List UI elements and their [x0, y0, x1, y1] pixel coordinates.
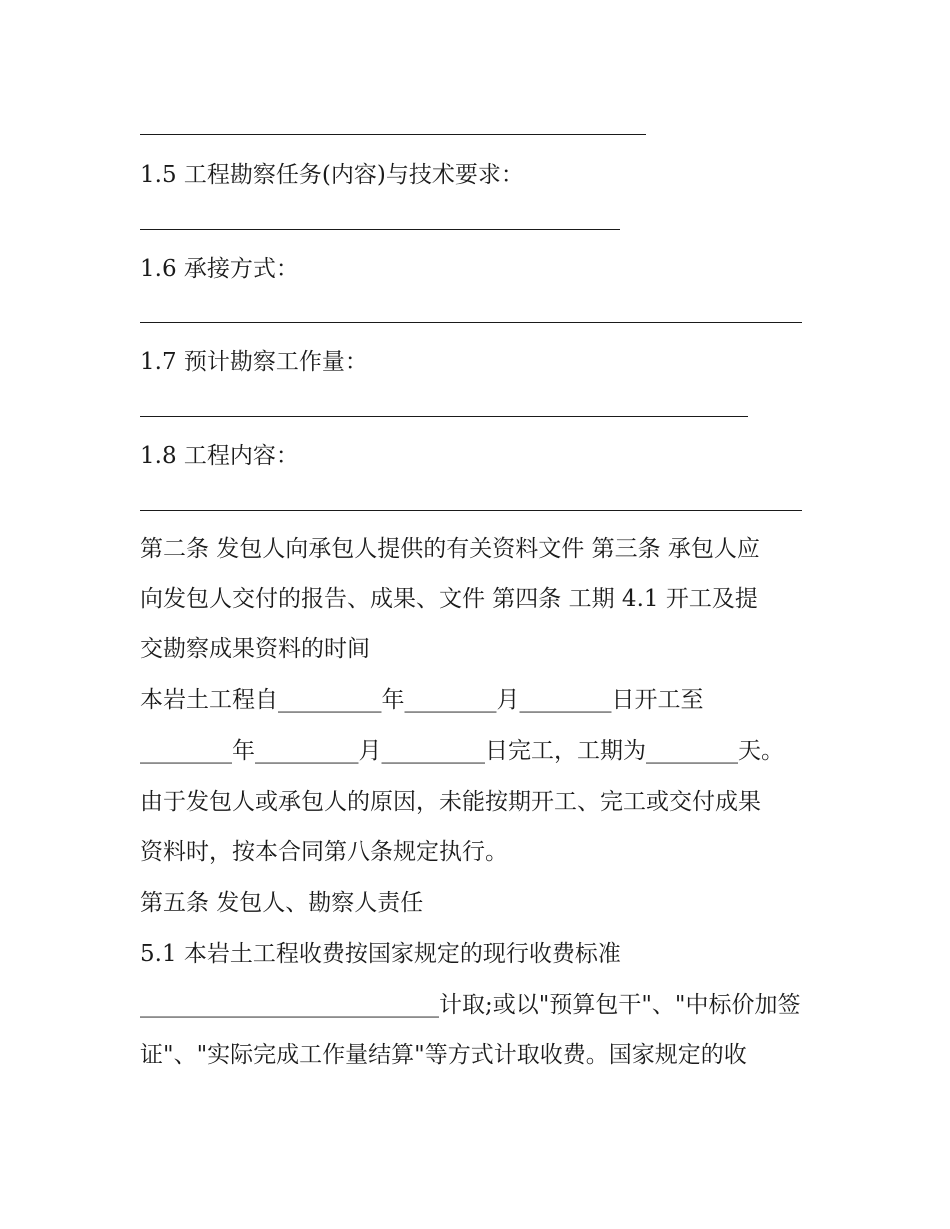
article-2-line-1: 第二条 发包人向承包人提供的有关资料文件 第三条 承包人应 [140, 536, 760, 562]
clause-1-6: 1.6 承接方式： [140, 256, 299, 282]
clause-1-5: 1.5 工程勘察任务(内容)与技术要求： [140, 162, 524, 188]
blank-line [140, 416, 748, 417]
clause-1-7: 1.7 预计勘察工作量： [140, 349, 368, 375]
blank-line [140, 134, 646, 135]
clause-1-8: 1.8 工程内容： [140, 443, 299, 469]
fee-line-2: 证"、"实际完成工作量结算"等方式计取收费。国家规定的收 [140, 1042, 747, 1068]
blank-line [140, 322, 802, 323]
blank-line [140, 510, 802, 511]
delay-clause-line-2: 资料时，按本合同第八条规定执行。 [140, 839, 508, 865]
article-5-heading: 第五条 发包人、勘察人责任 [140, 890, 424, 916]
clause-5-1: 5.1 本岩土工程收费按国家规定的现行收费标准 [140, 941, 621, 967]
fee-line-1: __________________________计取;或以"预算包干"、"中标价加签 [140, 992, 801, 1018]
article-2-line-2: 向发包人交付的报告、成果、文件 第四条 工期 4.1 开工及提 [140, 586, 758, 612]
blank-line [140, 229, 620, 230]
delay-clause-line-1: 由于发包人或承包人的原因，未能按期开工、完工或交付成果 [140, 789, 761, 815]
schedule-end-line: ________年_________月_________日完工，工期为________天。 [140, 738, 784, 764]
article-2-line-3: 交勘察成果资料的时间 [140, 636, 370, 662]
schedule-start-line: 本岩土工程自_________年________月________日开工至 [140, 687, 704, 713]
